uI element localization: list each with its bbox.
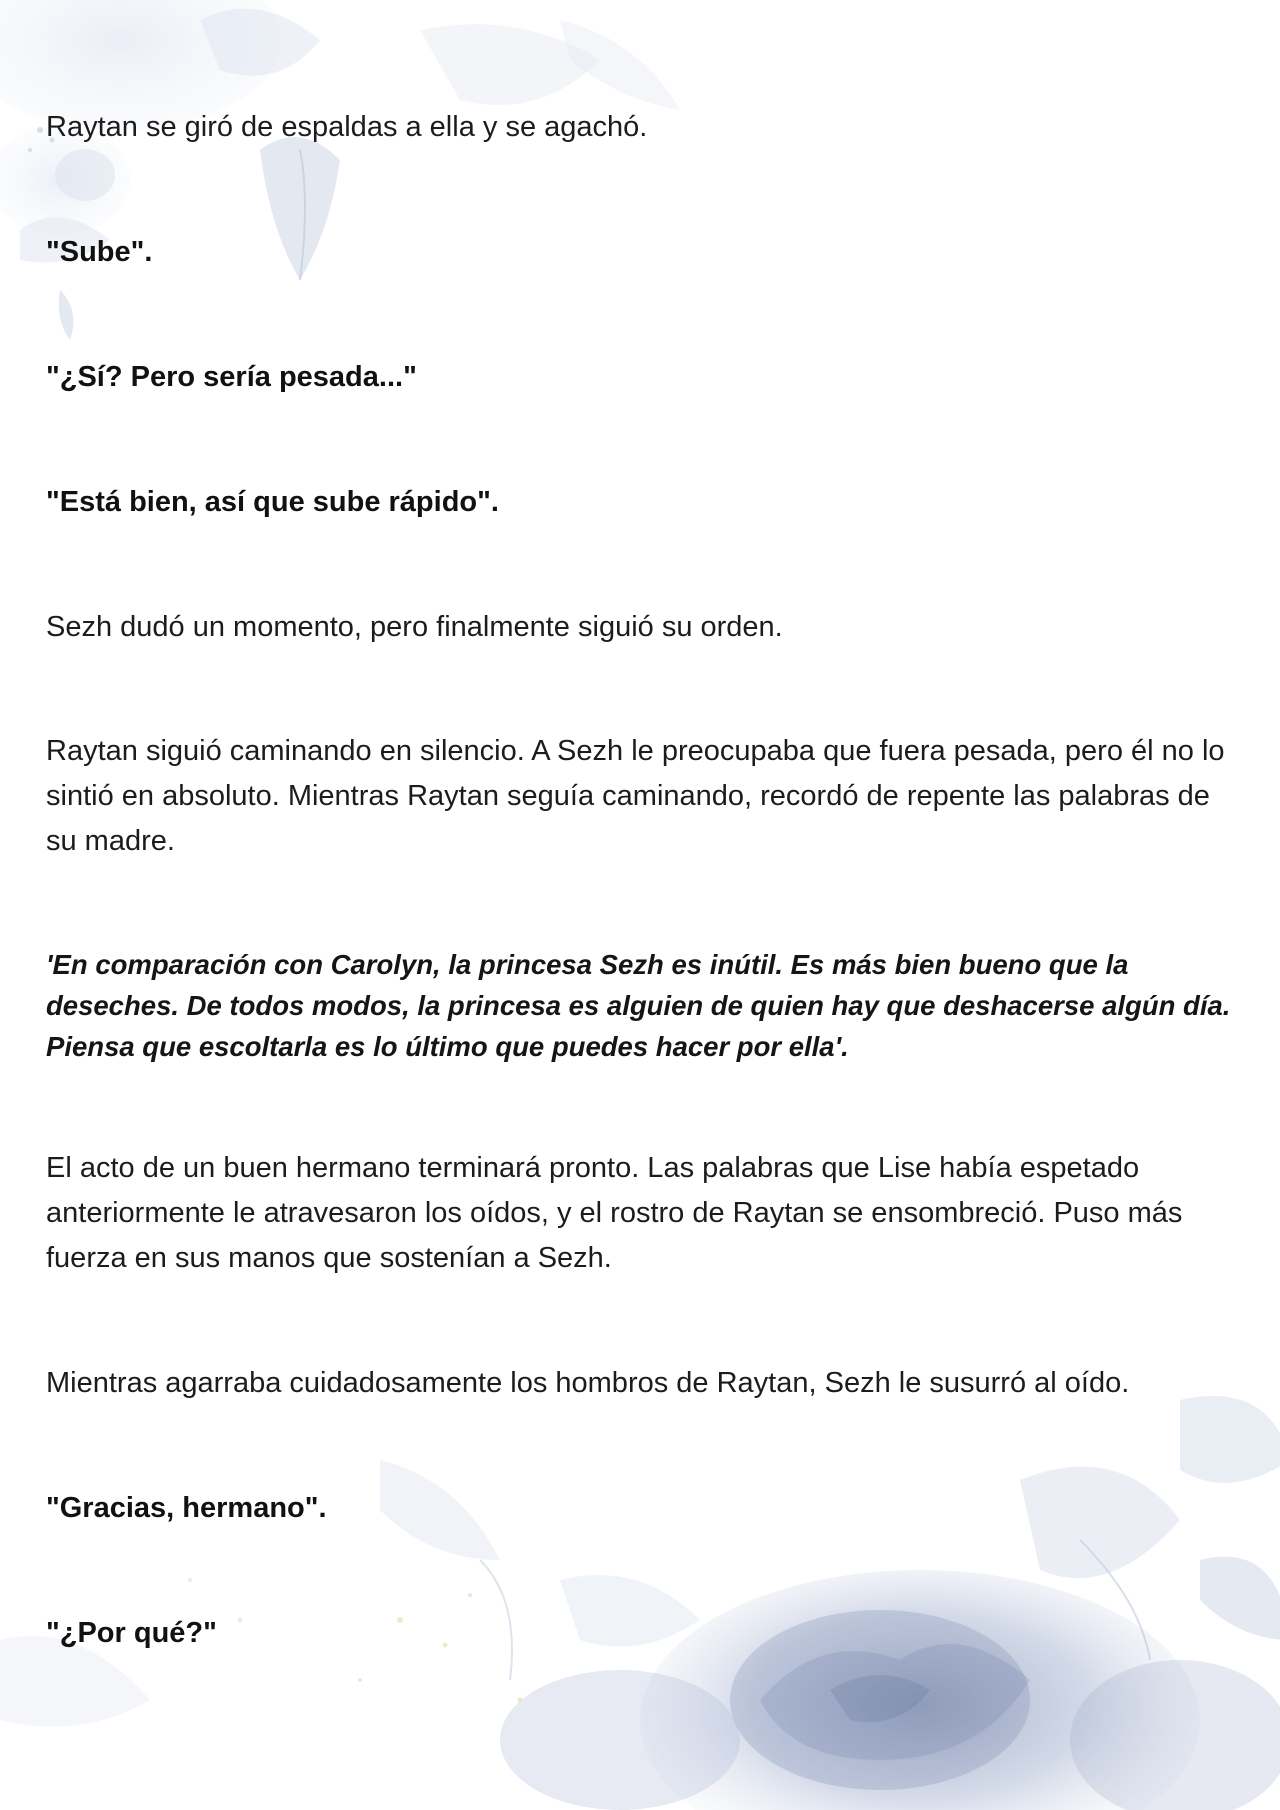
paragraph-recollection: 'En comparación con Carolyn, la princesa Sezh es inútil. Es más bien bueno que la deseches. De todos modos, la princesa es alguien de quien hay que deshacerse algún día. Piensa que escoltarla es lo último que puedes hacer por ella'. bbox=[46, 949, 1231, 1062]
paragraph-narration: Mientras agarraba cuidadosamente los hombros de Raytan, Sezh le susurró al oído. bbox=[46, 1367, 1130, 1399]
paragraph-narration: Raytan siguió caminando en silencio. A Sezh le preocupaba que fuera pesada, pero él no lo sintió en absoluto. Mientras Raytan seguía caminando, recordó de repente las palabras de su madre. bbox=[46, 735, 1225, 857]
paragraph-dialogue: "Gracias, hermano". bbox=[46, 1492, 327, 1524]
paragraph-dialogue: "¿Sí? Pero sería pesada..." bbox=[46, 361, 417, 393]
paragraph-narration: Raytan se giró de espaldas a ella y se agachó. bbox=[46, 111, 648, 143]
paragraph-dialogue: "Está bien, así que sube rápido". bbox=[46, 486, 499, 518]
paragraph-narration: El acto de un buen hermano terminará pronto. Las palabras que Lise había espetado anteriormente le atravesaron los oídos, y el rostro de Raytan se ensombreció. Puso más fuerza en sus manos que sostenían a Sezh. bbox=[46, 1152, 1183, 1274]
paragraph-dialogue: "¿Por qué?" bbox=[46, 1617, 217, 1649]
paragraph-narration: Sezh dudó un momento, pero finalmente siguió su orden. bbox=[46, 611, 783, 643]
paragraph-dialogue: "Sube". bbox=[46, 236, 153, 268]
